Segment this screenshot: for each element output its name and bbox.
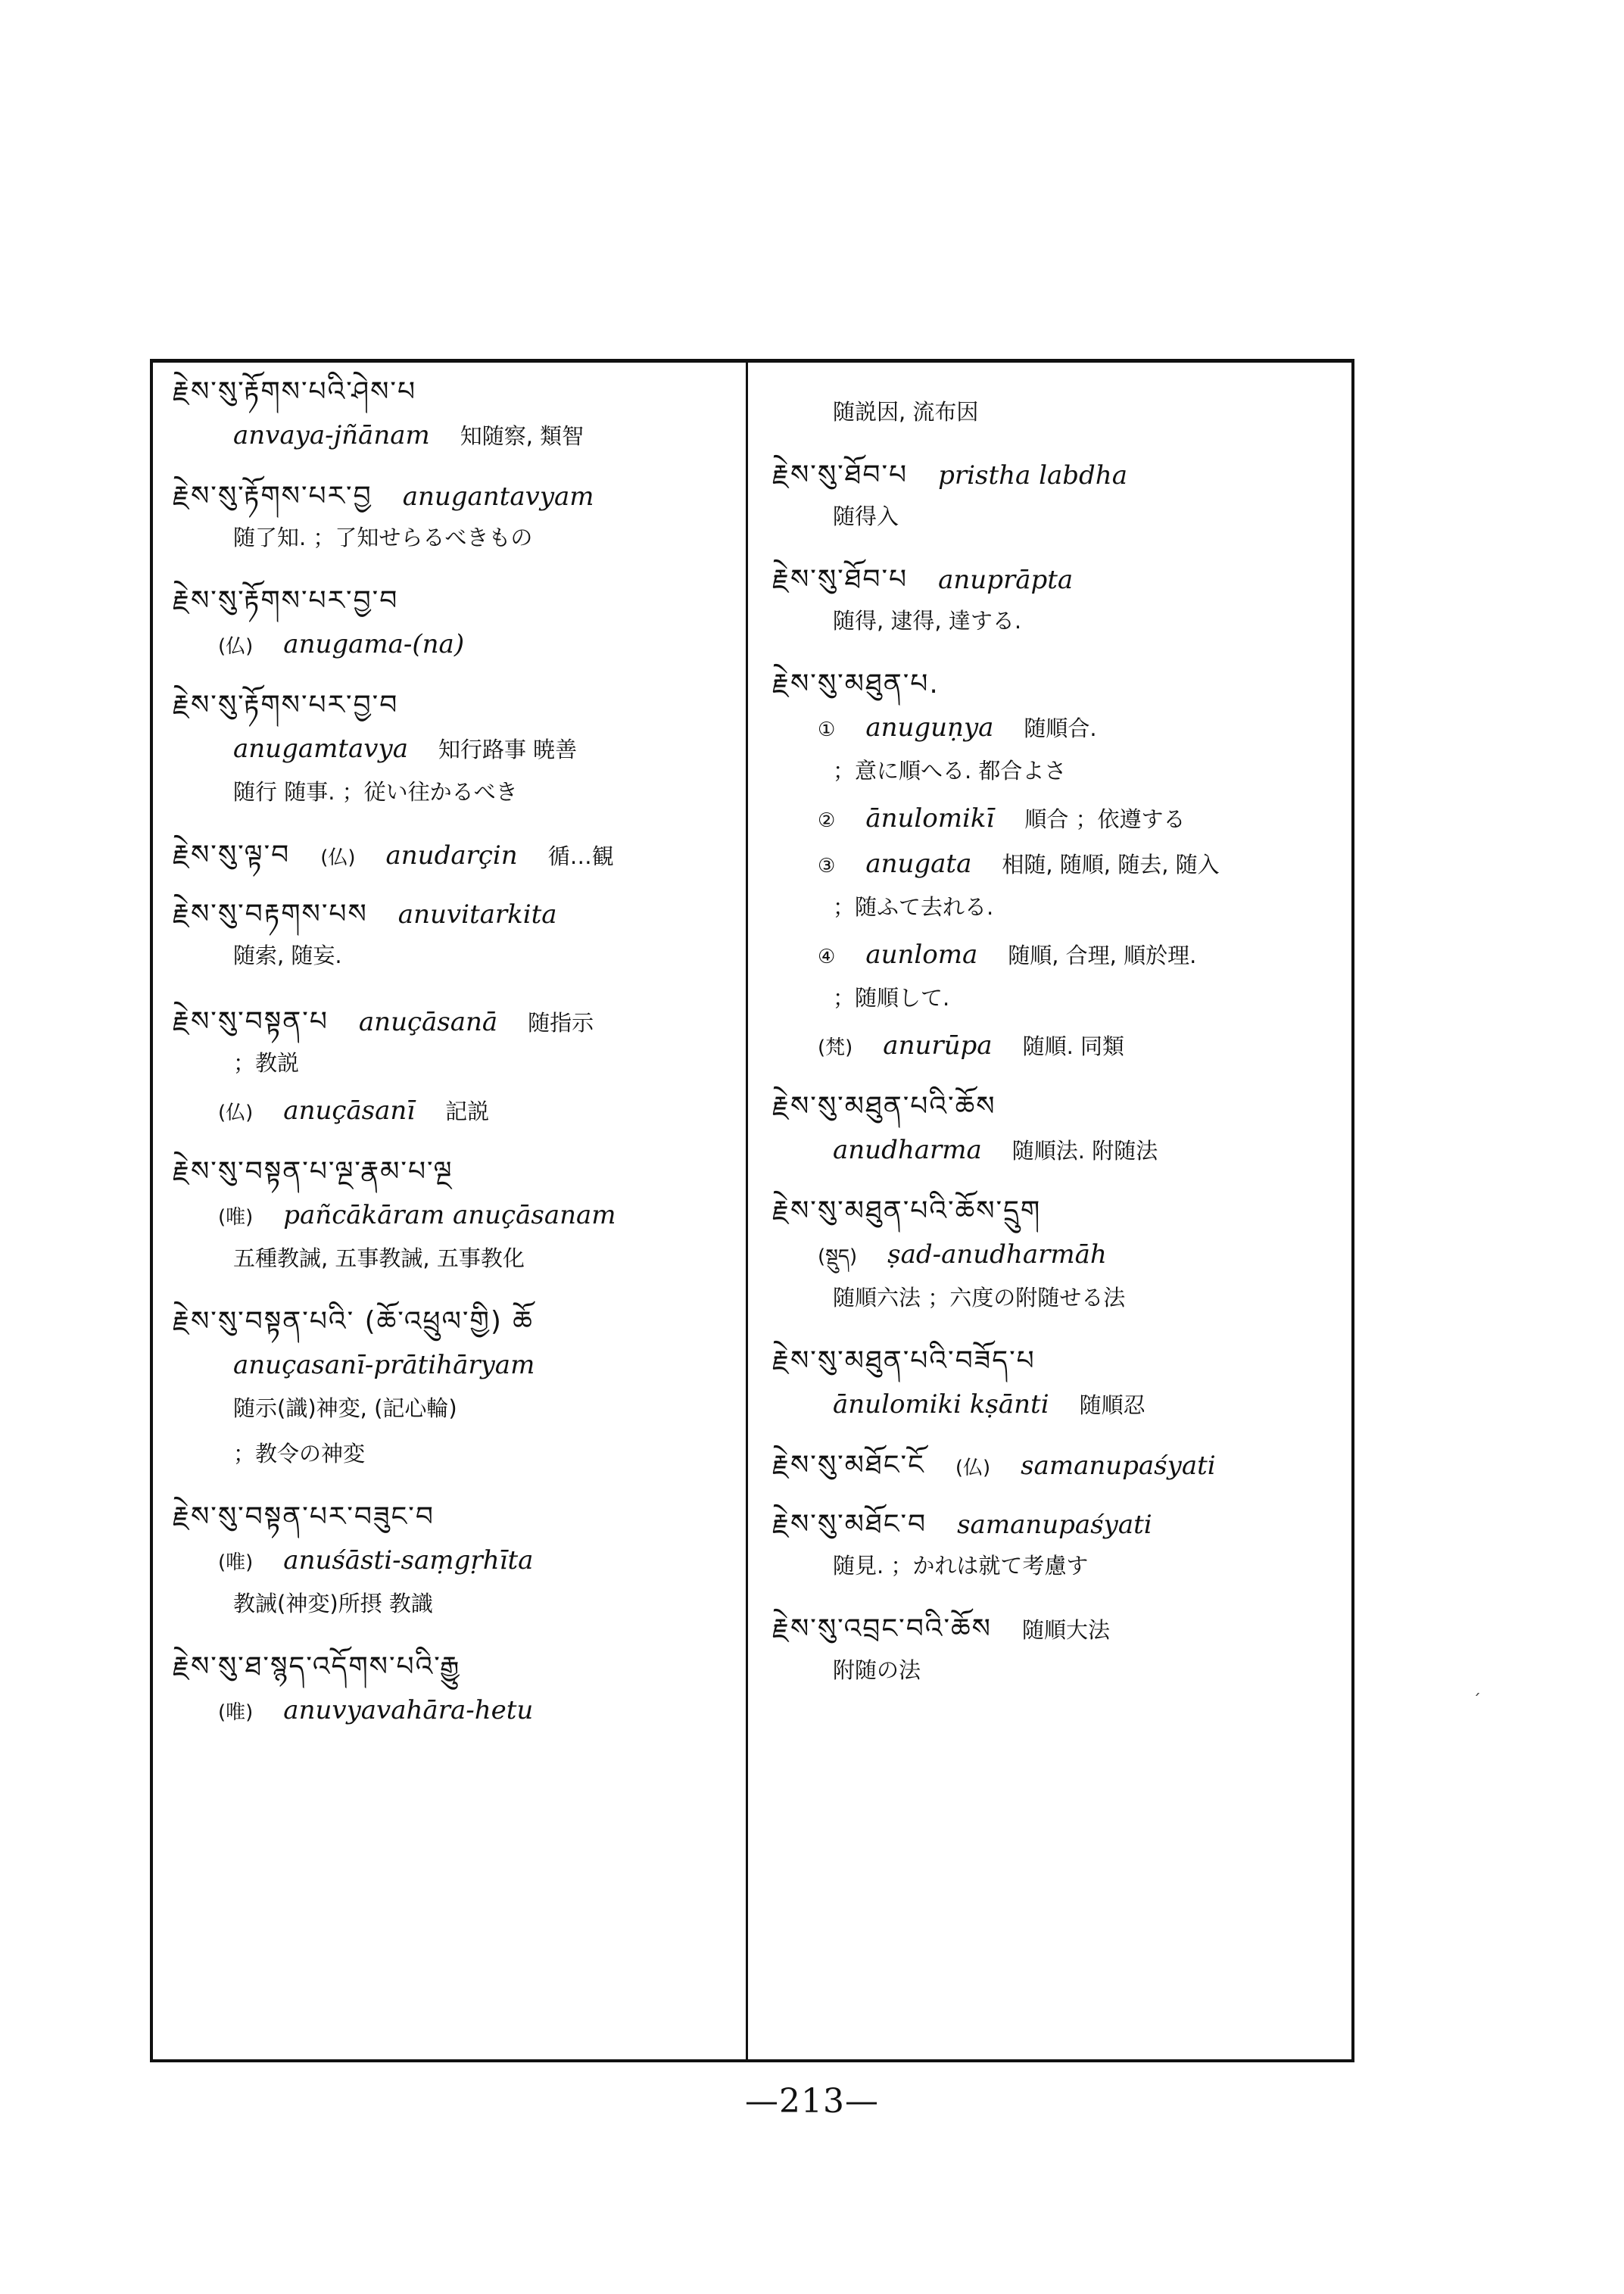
- sanskrit-term: anugama-(na): [283, 629, 465, 659]
- japanese-gloss: 知随察, 類智: [460, 423, 584, 449]
- sanskrit-term: pañcākāram anuçāsanam: [283, 1200, 616, 1230]
- sanskrit-term: samanupaśyati: [957, 1510, 1152, 1540]
- tibetan-headword: རྗེས་སུ་བསྟན་པ: [173, 1006, 329, 1037]
- sanskrit-term: aunloma: [865, 940, 978, 970]
- dictionary-entry: [173, 1008, 733, 1143]
- tibetan-headword: རྗེས་སུ་མཐུན་པའི་ཆོས: [772, 1091, 996, 1122]
- japanese-gloss: 知行路事 暁善: [438, 737, 578, 762]
- japanese-gloss: 随得入: [833, 503, 899, 529]
- japanese-gloss: 附随の法: [833, 1657, 921, 1683]
- japanese-gloss: 五種教誡, 五事教誡, 五事教化: [233, 1245, 525, 1271]
- japanese-gloss: 随見. ；かれは就て考慮す: [833, 1553, 1089, 1579]
- sanskrit-term: samanupaśyati: [1021, 1451, 1216, 1481]
- japanese-gloss: 相随, 随順, 随去, 随入: [1002, 852, 1220, 877]
- tibetan-headword: རྗེས་སུ་རྟོགས་པར་བྱ་བ: [173, 690, 399, 721]
- sanskrit-term: ānulomiki kṣānti: [833, 1389, 1049, 1420]
- sanskrit-term: anudarçin: [385, 840, 518, 871]
- japanese-gloss: 随説因, 流布因: [833, 399, 979, 425]
- tibetan-headword: རྗེས་སུ་རྟོགས་པར་བྱ་བ: [173, 585, 399, 616]
- dictionary-entry: [173, 901, 733, 990]
- sanskrit-term: anugata: [865, 849, 972, 879]
- japanese-gloss: 随行 随事. ；従い往かるべき: [233, 779, 518, 805]
- source-tag: (仏): [955, 1457, 991, 1479]
- sanskrit-term: anuçāsanī: [283, 1096, 416, 1126]
- dictionary-entry: [173, 376, 733, 468]
- dictionary-entry: [173, 483, 733, 572]
- japanese-gloss: ；教説: [233, 1050, 300, 1076]
- dictionary-entry: [772, 1195, 1340, 1332]
- sanskrit-term: ānulomikī: [865, 803, 995, 834]
- tibetan-headword: རྗེས་སུ་བསྟན་པར་བཟུང་བ: [173, 1501, 435, 1532]
- source-tag: ②: [818, 809, 836, 832]
- page-number: —213—: [745, 2082, 879, 2121]
- japanese-gloss: 記説: [445, 1099, 490, 1124]
- dictionary-entry: [173, 842, 733, 886]
- source-tag: (སྡུད): [818, 1245, 858, 1268]
- japanese-gloss: 随了知. ；了知せらるべきもの: [233, 525, 533, 550]
- dictionary-entry: [772, 1345, 1340, 1437]
- dictionary-entry: [772, 1452, 1340, 1496]
- japanese-gloss: 随示(識)神変, (記心輪): [233, 1395, 457, 1421]
- japanese-gloss: 随順六法 ；六度の附随せる法: [833, 1285, 1126, 1311]
- column-divider: [746, 359, 748, 2062]
- source-tag: (仏): [320, 846, 356, 869]
- source-tag: ①: [818, 718, 836, 741]
- right-column: [772, 379, 1340, 1705]
- source-tag: (仏): [218, 1102, 254, 1124]
- japanese-gloss: 教誡(神変)所摂 教識: [233, 1591, 433, 1616]
- japanese-gloss: ；教令の神変: [233, 1441, 366, 1466]
- tibetan-headword: རྗེས་སུ་རྟོགས་པའི་ཤེས་པ: [173, 376, 417, 407]
- tibetan-headword: རྗེས་སུ་ལྟ་བ: [173, 840, 291, 871]
- sanskrit-term: anugantavyam: [402, 482, 594, 512]
- dictionary-entry: [772, 566, 1340, 656]
- sanskrit-term: anuśāsti-saṃgṛhīta: [283, 1545, 534, 1576]
- japanese-gloss: 随順大法: [1021, 1617, 1110, 1643]
- sanskrit-term: anuguṇya: [865, 712, 994, 743]
- dictionary-entry: [173, 1653, 733, 1743]
- dictionary-entry: [772, 1613, 1340, 1705]
- tibetan-headword: རྗེས་སུ་བསྟན་པའི་ (ཆོ་འཕྲུལ་གྱི) ཆོ: [173, 1306, 534, 1337]
- sanskrit-term: anugamtavya: [233, 734, 408, 764]
- dictionary-entry: [772, 401, 1340, 447]
- sanskrit-term: anuvitarkita: [397, 899, 557, 930]
- tibetan-headword: རྗེས་སུ་མཐོང་ངོ: [772, 1450, 925, 1481]
- japanese-gloss: ；意に順へる. 都合よさ: [833, 758, 1067, 784]
- dictionary-entry: [772, 1511, 1340, 1601]
- tibetan-headword: རྗེས་སུ་རྟོགས་པར་བྱ: [173, 481, 372, 512]
- japanese-gloss: 随順忍: [1079, 1392, 1146, 1418]
- japanese-gloss: ；随ふて去れる.: [833, 894, 994, 920]
- japanese-gloss: 循…観: [547, 843, 614, 869]
- dictionary-entry: [772, 1093, 1340, 1183]
- dictionary-entry: [173, 1308, 733, 1488]
- sanskrit-term: anurūpa: [883, 1030, 993, 1061]
- source-tag: (唯): [218, 1701, 254, 1724]
- tibetan-headword: རྗེས་སུ་མཐུན་པའི་ཆོས་དྲུག: [772, 1195, 1042, 1226]
- tibetan-headword: རྗེས་སུ་ཐ་སྙད་འདོགས་པའི་རྒྱུ: [173, 1651, 461, 1682]
- tibetan-headword: རྗེས་སུ་མཐོང་བ: [772, 1509, 927, 1540]
- source-tag: ④: [818, 946, 836, 968]
- japanese-gloss: 随順, 合理, 順於理.: [1008, 943, 1197, 968]
- japanese-gloss: 随順. 同類: [1022, 1033, 1124, 1059]
- dictionary-entry: [772, 462, 1340, 551]
- japanese-gloss: ；随順して.: [833, 985, 950, 1011]
- japanese-gloss: 順合 ；依遵する: [1024, 806, 1186, 832]
- source-tag: (唯): [218, 1206, 254, 1229]
- tibetan-headword: རྗེས་སུ་འབྲང་བའི་ཆོས: [772, 1613, 992, 1644]
- sanskrit-term: anuvyavahāra-hetu: [283, 1695, 534, 1725]
- tibetan-headword: རྗེས་སུ་མཐུན་པའི་བཟོད་པ: [772, 1345, 1036, 1376]
- dictionary-entry: [173, 1501, 733, 1638]
- stray-mark: ˊ: [1473, 1692, 1481, 1711]
- japanese-gloss: 随索, 随妄.: [233, 943, 342, 968]
- dictionary-entry: [173, 692, 733, 827]
- dictionary-entry: [772, 671, 1340, 1078]
- sanskrit-term: anuprāpta: [938, 565, 1074, 595]
- sanskrit-term: anuçasanī-prātihāryam: [233, 1350, 535, 1380]
- source-tag: (唯): [218, 1551, 254, 1574]
- tibetan-headword: རྗེས་སུ་ཐོབ་པ: [772, 460, 909, 491]
- sanskrit-term: pristha labdha: [938, 460, 1127, 491]
- dictionary-entry: [173, 585, 733, 677]
- sanskrit-term: anuçāsanā: [358, 1007, 498, 1037]
- tibetan-headword: རྗེས་སུ་བསྟན་པ་ལྔ་རྣམ་པ་ལྔ: [173, 1156, 454, 1187]
- dictionary-entry: [173, 1158, 733, 1293]
- japanese-gloss: 随順合.: [1024, 715, 1097, 741]
- japanese-gloss: 随順法. 附随法: [1011, 1138, 1158, 1164]
- sanskrit-term: anvaya-jñānam: [233, 420, 430, 450]
- tibetan-headword: རྗེས་སུ་མཐུན་པ.: [772, 669, 940, 700]
- sanskrit-term: ṣad-anudharmāh: [887, 1239, 1107, 1270]
- source-tag: ③: [818, 855, 836, 877]
- sanskrit-term: anudharma: [833, 1135, 982, 1165]
- source-tag: (仏): [218, 635, 254, 658]
- left-column: [173, 376, 733, 1743]
- source-tag: (梵): [818, 1036, 853, 1059]
- tibetan-headword: རྗེས་སུ་བརྟགས་པས: [173, 899, 368, 930]
- tibetan-headword: རྗེས་སུ་ཐོབ་པ: [772, 564, 909, 595]
- japanese-gloss: 随得, 逮得, 達する.: [833, 608, 1022, 634]
- japanese-gloss: 随指示: [528, 1010, 594, 1036]
